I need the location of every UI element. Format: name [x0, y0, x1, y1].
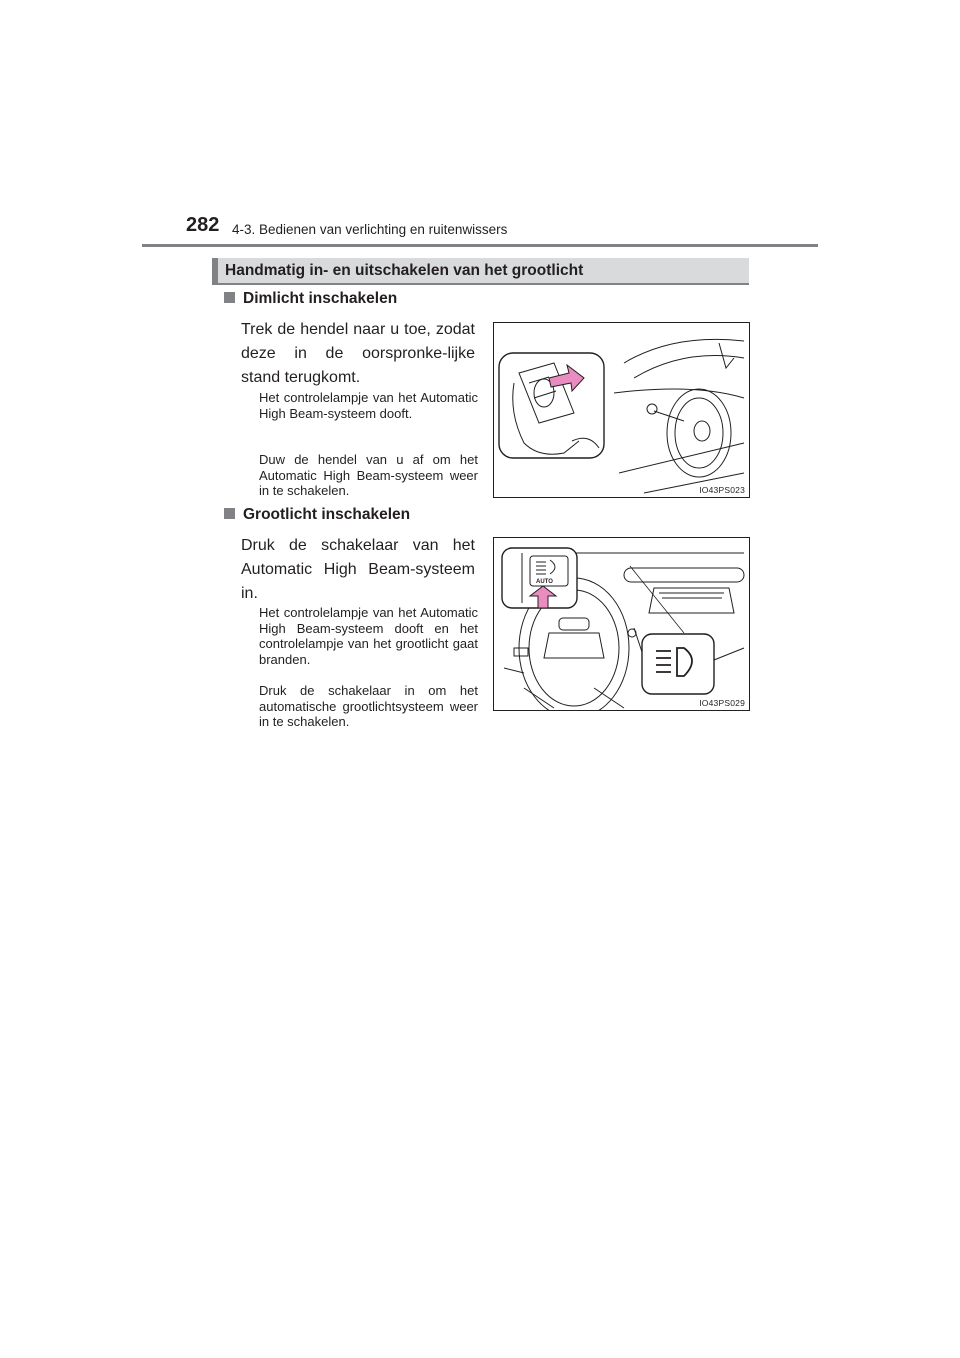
dipped-heading-text: Dimlicht inschakelen: [243, 290, 398, 307]
dipped-note-1: Het controlelampje van het Automatic High Beam-systeem dooft.: [259, 390, 478, 421]
auto-switch-label: AUTO: [536, 579, 553, 585]
high-heading-text: Grootlicht inschakelen: [243, 506, 411, 523]
dipped-instruction: Trek de hendel naar u toe, zodat deze in de oorspronke-lijke stand terugkomt.: [241, 321, 475, 386]
dipped-heading: [224, 290, 397, 308]
high-heading: [224, 506, 410, 524]
high-note-2: Druk de schakelaar in om het automatische grootlichtsysteem weer in te schakelen.: [259, 683, 478, 729]
high-instruction: Druk de schakelaar van het Automatic High Beam-systeem in.: [241, 537, 475, 602]
section-title: Handmatig in- en uitschakelen van het grootlicht: [225, 262, 584, 279]
section-header: [212, 258, 749, 285]
chapter-title: 4-3. Bedienen van verlichting en ruitenwissers: [232, 222, 508, 237]
section-header-bar: [212, 258, 218, 283]
page-number: 282: [186, 214, 220, 236]
figure-switch-press: [493, 537, 750, 711]
high-note-1: Het controlelampje van het Automatic High Beam-systeem dooft en het controlelampje van het grootlicht gaat branden.: [259, 605, 478, 667]
figure-code: IO43PS023: [699, 485, 745, 495]
header-rule: [142, 244, 818, 247]
lever-pull-illustration: [494, 323, 750, 498]
figure-lever-pull: [493, 322, 750, 498]
switch-press-illustration: [494, 538, 750, 711]
dipped-note-2: Duw de hendel van u af om het Automatic High Beam-systeem weer in te schakelen.: [259, 452, 478, 498]
square-bullet-icon: [224, 508, 235, 519]
figure-code: IO43PS029: [699, 698, 745, 708]
square-bullet-icon: [224, 292, 235, 303]
